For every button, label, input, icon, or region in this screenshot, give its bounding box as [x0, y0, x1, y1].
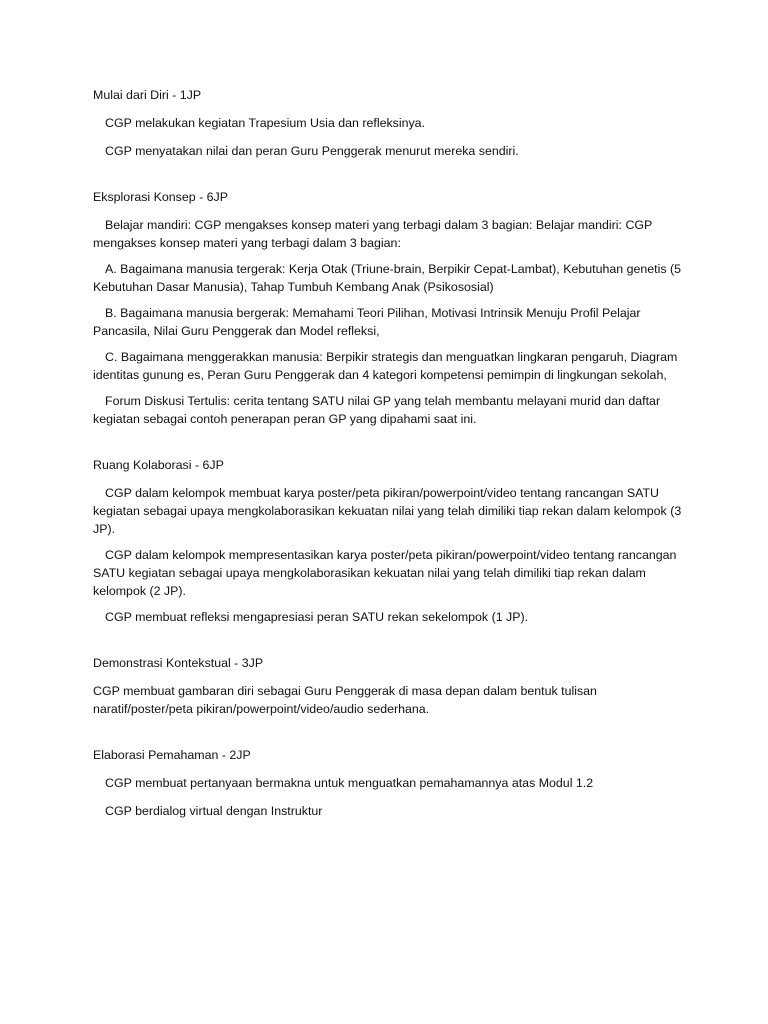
paragraph: CGP dalam kelompok membuat karya poster/peta pikiran/powerpoint/video tentang rancangan SATU kegiatan sebagai upaya mengkolaborasikan kekuatan nilai yang telah dimiliki tiap rekan dalam kelompok (3 JP). [93, 486, 682, 536]
section-demonstrasi-kontekstual [93, 654, 683, 718]
paragraph: Belajar mandiri: CGP mengakses konsep materi yang terbagi dalam 3 bagian: Belajar mandiri: CGP mengakses konsep materi yang terbagi dalam 3 bagian: [93, 218, 653, 250]
section-heading: Elaborasi Pemahaman - 2JP [93, 748, 251, 762]
paragraph: CGP dalam kelompok mempresentasikan karya poster/peta pikiran/powerpoint/video tentang rancangan SATU kegiatan sebagai upaya mengkolaborasikan kekuatan nilai yang telah dimiliki tiap rekan dalam kelompok (2 JP). [93, 548, 677, 598]
paragraph: A. Bagaimana manusia tergerak: Kerja Otak (Triune-brain, Berpikir Cepat-Lambat), Kebutuhan genetis (5 Kebutuhan Dasar Manusia), Tahap Tumbuh Kembang Anak (Psikososial) [93, 262, 681, 294]
section-heading: Ruang Kolaborasi - 6JP [93, 458, 224, 472]
paragraph: CGP melakukan kegiatan Trapesium Usia dan refleksinya. [105, 116, 426, 130]
paragraph: CGP membuat pertanyaan bermakna untuk menguatkan pemahamannya atas Modul 1.2 [105, 776, 594, 790]
section-mulai-dari-diri [93, 86, 683, 160]
paragraph: Forum Diskusi Tertulis: cerita tentang SATU nilai GP yang telah membantu melayani murid dan daftar kegiatan sebagai contoh penerapan peran GP yang dipahami saat ini. [93, 394, 661, 426]
section-ruang-kolaborasi [93, 456, 683, 626]
section-elaborasi-pemahaman [93, 746, 683, 820]
section-heading: Eksplorasi Konsep - 6JP [93, 190, 228, 204]
document-body [93, 86, 683, 820]
paragraph: CGP menyatakan nilai dan peran Guru Penggerak menurut mereka sendiri. [105, 144, 519, 158]
section-eksplorasi-konsep [93, 188, 683, 428]
paragraph: CGP berdialog virtual dengan Instruktur [105, 804, 323, 818]
paragraph: CGP membuat refleksi mengapresiasi peran SATU rekan sekelompok (1 JP). [105, 610, 529, 624]
section-heading: Demonstrasi Kontekstual - 3JP [93, 656, 264, 670]
paragraph: C. Bagaimana menggerakkan manusia: Berpikir strategis dan menguatkan lingkaran pengaruh, Diagram identitas gunung es, Peran Guru Penggerak dan 4 kategori kompetensi pemimpin di lingkungan sekolah, [93, 350, 678, 382]
paragraph: CGP membuat gambaran diri sebagai Guru Penggerak di masa depan dalam bentuk tulisan naratif/poster/peta pikiran/powerpoint/video/audio sederhana. [93, 684, 597, 716]
paragraph: B. Bagaimana manusia bergerak: Memahami Teori Pilihan, Motivasi Intrinsik Menuju Profil Pelajar Pancasila, Nilai Guru Penggerak dan Model refleksi, [93, 306, 641, 338]
section-heading: Mulai dari Diri - 1JP [93, 88, 202, 102]
